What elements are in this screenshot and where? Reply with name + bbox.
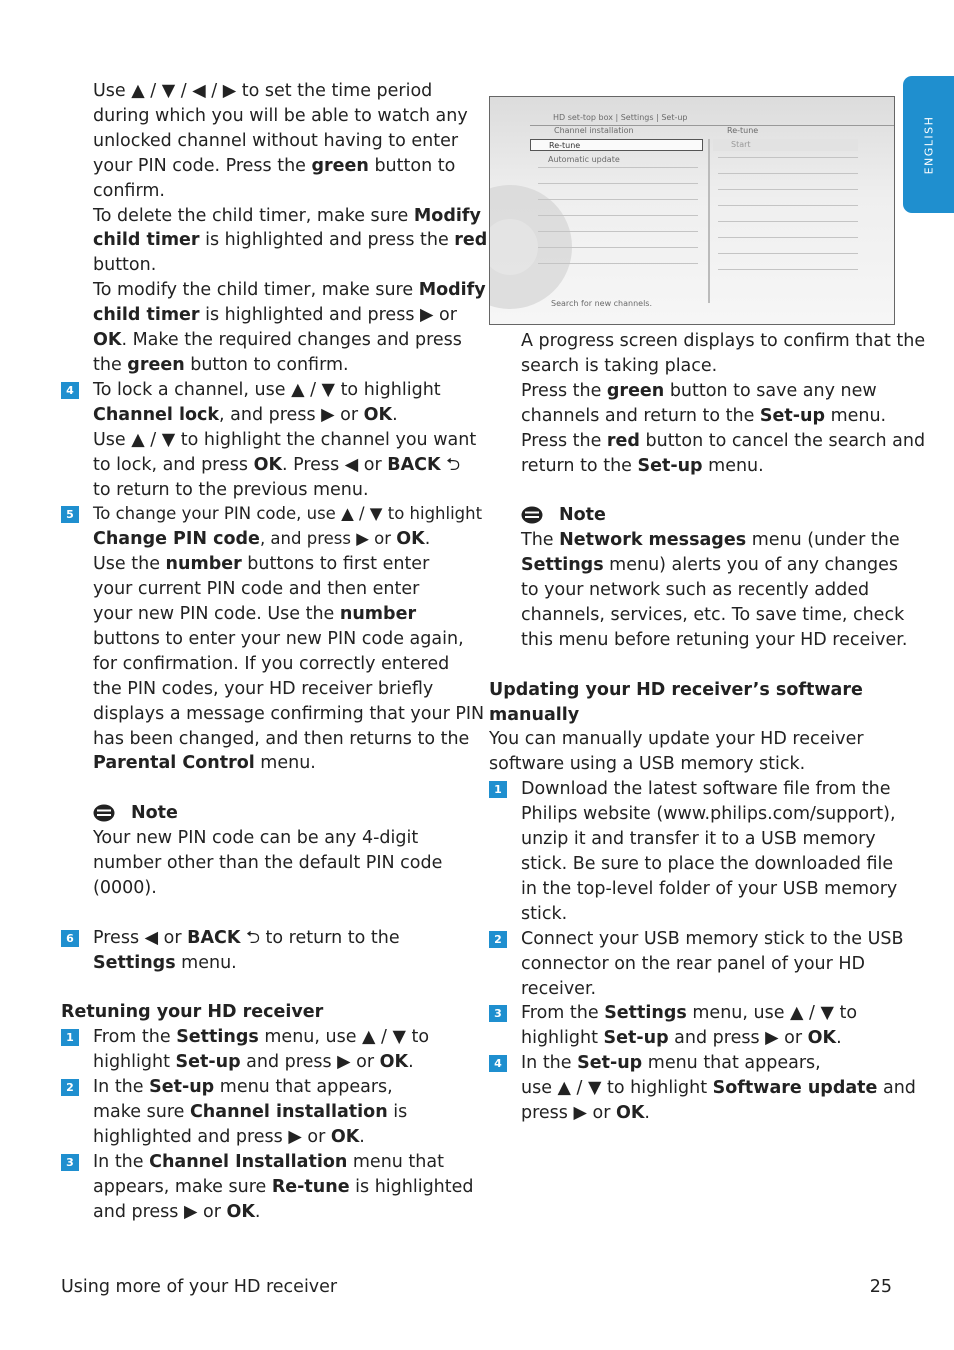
right-column (489, 329, 926, 1126)
text-line: the PIN codes, your HD receiver briefly (93, 678, 434, 699)
note-icon (521, 506, 543, 524)
text-line: use ▲ / ▼ to highlight Software update and (521, 1078, 916, 1099)
text-line: search is taking place. (521, 355, 718, 376)
text-line: has been changed, and then returns to the (93, 728, 470, 749)
text-line: your PIN code. Press the green button to (93, 155, 456, 176)
text-line: Parental Control menu. (93, 753, 316, 774)
screen-left-header: Channel installation (554, 126, 634, 135)
text-line: in the top-level folder of your USB memory (521, 878, 898, 899)
text-line: highlight Set-up and press ▶ or OK. (93, 1052, 414, 1073)
text-line: Use ▲ / ▼ to highlight the channel you want (93, 429, 477, 450)
step-number-badge: 4 (61, 382, 79, 399)
text-line: buttons to enter your new PIN code again, (93, 628, 464, 649)
screen-hint: Search for new channels. (551, 299, 653, 308)
text-line: Press the green button to save any new (521, 380, 877, 401)
text-line: Settings menu. (93, 952, 237, 973)
text-line: To modify the child timer, make sure Modify (93, 280, 486, 301)
step-5: 5 To change your PIN code, use ▲ / ▼ to highlight (61, 502, 471, 527)
section-heading-updating: Updating your HD receiver’s software (489, 679, 863, 700)
text-line: receiver. (521, 978, 597, 999)
text-line: unzip it and transfer it to a USB memory (521, 829, 876, 850)
note-heading (61, 801, 471, 826)
text-line: connector on the rear panel of your HD (521, 953, 866, 974)
section-heading-updating-2: manually (489, 704, 580, 725)
step-number-badge: 1 (61, 1029, 79, 1046)
section-heading-retuning: Retuning your HD receiver (61, 1002, 324, 1023)
text-line: button. (93, 255, 157, 276)
text-line: to your network such as recently added (521, 580, 870, 601)
note-title: Note (131, 803, 178, 824)
text-line: (0000). (93, 877, 157, 898)
step-number-badge: 6 (61, 930, 79, 947)
text-line: Change PIN code, and press ▶ or OK. (93, 529, 431, 550)
step-number-badge: 4 (489, 1055, 507, 1072)
screen-selected-item: Re-tune (530, 139, 703, 151)
text-line: your current PIN code and then enter (93, 579, 420, 600)
text-line: Channel lock, and press ▶ or OK. (93, 404, 398, 425)
update-step-1: 1 Download the latest software file from the (489, 777, 909, 802)
text-line: software using a USB memory stick. (489, 754, 806, 775)
text-line: press ▶ or OK. (521, 1103, 650, 1124)
note-heading (489, 503, 909, 528)
screen-breadcrumb: HD set-top box | Settings | Set-up (553, 113, 688, 122)
text-line: child timer is highlighted and press ▶ or (93, 305, 457, 326)
text-line: OK. Make the required changes and press (93, 330, 462, 351)
update-step-2: 2 Connect your USB memory stick to the USB (489, 927, 909, 952)
footer-section-title: Using more of your HD receiver (61, 1277, 338, 1297)
note-title: Note (559, 505, 606, 526)
text-line: A progress screen displays to confirm that the (521, 331, 926, 351)
text-line: unlocked channel without having to enter (93, 130, 459, 151)
text-line: displays a message confirming that your PIN (93, 703, 485, 724)
update-step-3: 3 From the Settings menu, use ▲ / ▼ to (489, 1001, 909, 1026)
text-line: make sure Channel installation is (93, 1102, 408, 1123)
text-line: and press ▶ or OK. (93, 1201, 261, 1222)
text-line: for confirmation. If you correctly entered (93, 653, 450, 674)
text-line: Use ▲ / ▼ / ◀ / ▶ to set the time period (93, 81, 433, 101)
text-line: your new PIN code. Use the number (93, 604, 417, 625)
language-tab (903, 76, 954, 213)
text-line: during which you will be able to watch any (93, 105, 468, 126)
page-number: 25 (869, 1277, 892, 1297)
text-line: highlight Set-up and press ▶ or OK. (521, 1028, 842, 1049)
text-line: highlighted and press ▶ or OK. (93, 1127, 365, 1147)
step-number-badge: 2 (489, 931, 507, 948)
text-line: You can manually update your HD receiver (489, 729, 864, 750)
screen-item-automatic-update: Automatic update (548, 155, 620, 164)
screen-right-header: Re-tune (727, 126, 759, 135)
text-line: the green button to confirm. (93, 354, 349, 375)
step-number-badge: 3 (61, 1154, 79, 1171)
text-line: Settings menu) alerts you of any changes (521, 555, 899, 576)
step-6: 6 Press ◀ or BACK ⮌ to return to the (61, 926, 471, 951)
note-icon (93, 804, 115, 822)
update-step-4: 4 In the Set-up menu that appears, (489, 1051, 909, 1076)
text-line: to lock, and press OK. Press ◀ or BACK ⮌ (93, 454, 461, 475)
text-line: this menu before retuning your HD receiver. (521, 629, 908, 650)
step-4: 4 To lock a channel, use ▲ / ▼ to highlight (61, 378, 471, 403)
text-line: child timer is highlighted and press the red (93, 230, 488, 251)
retune-step-1: 1 From the Settings menu, use ▲ / ▼ to (61, 1025, 471, 1050)
text-line: channels, services, etc. To save time, check (521, 604, 905, 625)
left-column (61, 79, 488, 1225)
text-line: return to the Set-up menu. (521, 455, 764, 476)
text-line: channels and return to the Set-up menu. (521, 405, 887, 426)
language-tab-label: ENGLISH (922, 115, 935, 174)
screen-right-item: Start (713, 139, 858, 151)
text-line: to return to the previous menu. (93, 479, 369, 500)
step-number-badge: 5 (61, 506, 79, 523)
text-line: number other than the default PIN code (93, 853, 443, 874)
text-line: Use the number buttons to first enter (93, 554, 430, 575)
text-line: stick. (521, 903, 568, 924)
step-number-badge: 1 (489, 781, 507, 798)
text-line: confirm. (93, 180, 165, 201)
step-number-badge: 2 (61, 1079, 79, 1096)
text-line: appears, make sure Re-tune is highlighted (93, 1176, 474, 1197)
retune-step-3: 3 In the Channel Installation menu that (61, 1150, 471, 1175)
text-line: Philips website (www.philips.com/support), (521, 804, 896, 825)
text-line: The Network messages menu (under the (521, 530, 900, 551)
text-line: stick. Be sure to place the downloaded file (521, 853, 894, 874)
text-line: Press the red button to cancel the search and (521, 430, 926, 451)
retune-step-2: 2 In the Set-up menu that appears, (61, 1075, 471, 1100)
text-line: Your new PIN code can be any 4-digit (93, 828, 419, 849)
text-line: To delete the child timer, make sure Modify (93, 205, 481, 226)
menu-screenshot (489, 96, 895, 325)
step-number-badge: 3 (489, 1005, 507, 1022)
